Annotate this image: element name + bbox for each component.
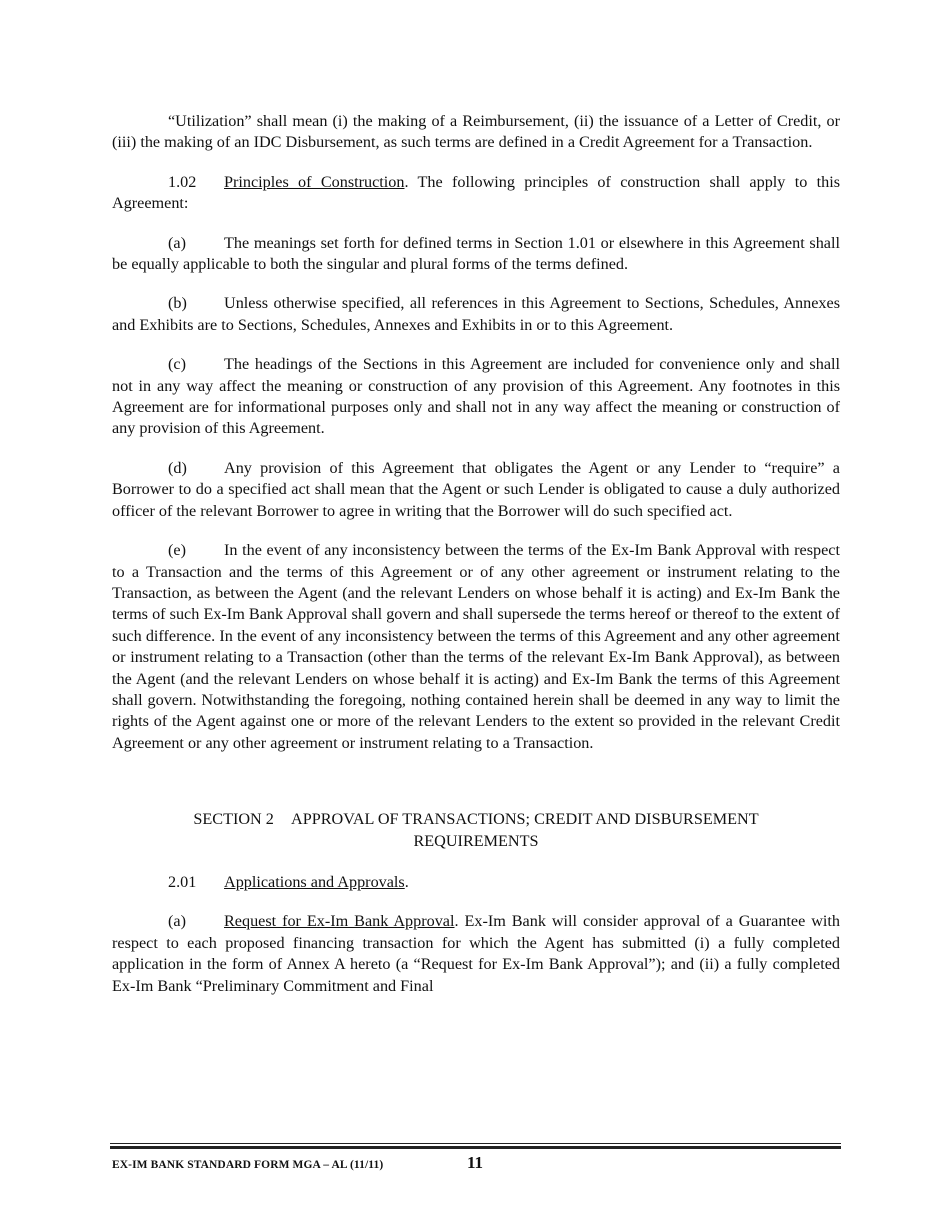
clause-d-text: Any provision of this Agreement that obligates the Agent or any Lender to “require” a Borrower to do a specified act shall mean that the Agent or such Lender is obligated to cause a duly authorized officer of the relevant Borrower to agree in writing that the Borrower will do such specified act.	[112, 458, 840, 520]
clause-d	[112, 458, 840, 522]
clause-e-label: (e)	[168, 541, 186, 560]
clause-c-text: The headings of the Sections in this Agreement are included for convenience only and shall not in any way affect the meaning or construction of any provision of this Agreement. Any footnotes in this Agreement are for informational purposes only and shall not in any way affect the meaning or construction of any provision of this Agreement.	[112, 355, 840, 438]
section-2-title: APPROVAL OF TRANSACTIONS; CREDIT AND DISBURSEMENT REQUIREMENTS	[291, 810, 759, 850]
clause-e-text: In the event of any inconsistency between the terms of the Ex-Im Bank Approval with respect to a Transaction and the terms of this Agreement or of any other agreement or instrument relating to the Transaction, as between the Agent (and the relevant Lenders on whose behalf it is acting) and Ex-Im Bank the terms of such Ex-Im Bank Approval shall govern and shall supersede the terms hereof or thereof to the extent of such difference. In the event of any inconsistency between the terms of this Agreement and any other agreement or instrument relating to a Transaction (other than the terms of the relevant Ex-Im Bank Approval), as between the Agent (and the relevant Lenders on whose behalf it is acting) and Ex-Im Bank the terms of this Agreement shall govern. Notwithstanding the foregoing, nothing contained herein shall be deemed in any way to limit the rights of the Agent against one or more of the relevant Lenders to the extent so provided in the relevant Credit Agreement or any other agreement or instrument relating to a Transaction.	[112, 541, 840, 752]
utilization-definition: “Utilization” shall mean (i) the making of a Reimbursement, (ii) the issuance of a Letter of Credit, or (iii) the making of an IDC Disbursement, as such terms are defined in a Credit Agreement for a Transaction.	[112, 112, 840, 152]
clause-a-label: (a)	[168, 233, 186, 252]
clause-e	[112, 540, 840, 754]
clause-a	[112, 233, 840, 276]
section-2-01-paragraph	[112, 872, 840, 893]
document-body	[112, 111, 840, 1015]
section-2-01-suffix: .	[404, 872, 409, 891]
clause-b	[112, 293, 840, 336]
clause-2-01-a-text: . Ex-Im Bank will consider approval of a Guarantee with respect to each proposed financing transaction for which the Agent has submitted (i) a fully completed application in the form of Annex A hereto (a “Request for Ex-Im Bank Approval”); and (ii) a fully completed Ex-Im Bank “Preliminary Commitment and Final	[112, 912, 840, 995]
clause-2-01-a-heading: Request for Ex-Im Bank Approval	[224, 912, 455, 931]
footer-form-name: EX-IM BANK STANDARD FORM MGA – AL (11/11)	[112, 1159, 384, 1171]
section-2-01-heading: Applications and Approvals	[224, 872, 405, 891]
section-1-02-heading: Principles of Construction	[224, 172, 405, 191]
footer-divider-thick	[110, 1146, 841, 1149]
clause-d-label: (d)	[168, 458, 187, 477]
section-2-01-number: 2.01	[168, 872, 197, 891]
clause-b-label: (b)	[168, 294, 187, 313]
section-1-02-text: . The following principles of construction shall apply to this Agreement:	[112, 172, 840, 213]
clause-2-01-a-label: (a)	[168, 912, 186, 931]
section-2-heading	[112, 809, 840, 852]
clause-c-label: (c)	[168, 355, 186, 374]
page-number: 11	[467, 1153, 484, 1172]
clause-b-text: Unless otherwise specified, all references in this Agreement to Sections, Schedules, Annexes and Exhibits are to Sections, Schedules, Annexes and Exhibits in or to this Agreement.	[112, 294, 840, 334]
clause-2-01-a	[112, 911, 840, 997]
footer-divider-thin	[110, 1143, 841, 1144]
section-2-number: SECTION 2	[193, 810, 274, 829]
section-1-02-paragraph	[112, 172, 840, 215]
clause-a-text: The meanings set forth for defined terms in Section 1.01 or elsewhere in this Agreement shall be equally applicable to both the singular and plural forms of the terms defined.	[112, 233, 840, 274]
section-1-02-number: 1.02	[168, 172, 197, 191]
clause-c	[112, 354, 840, 440]
